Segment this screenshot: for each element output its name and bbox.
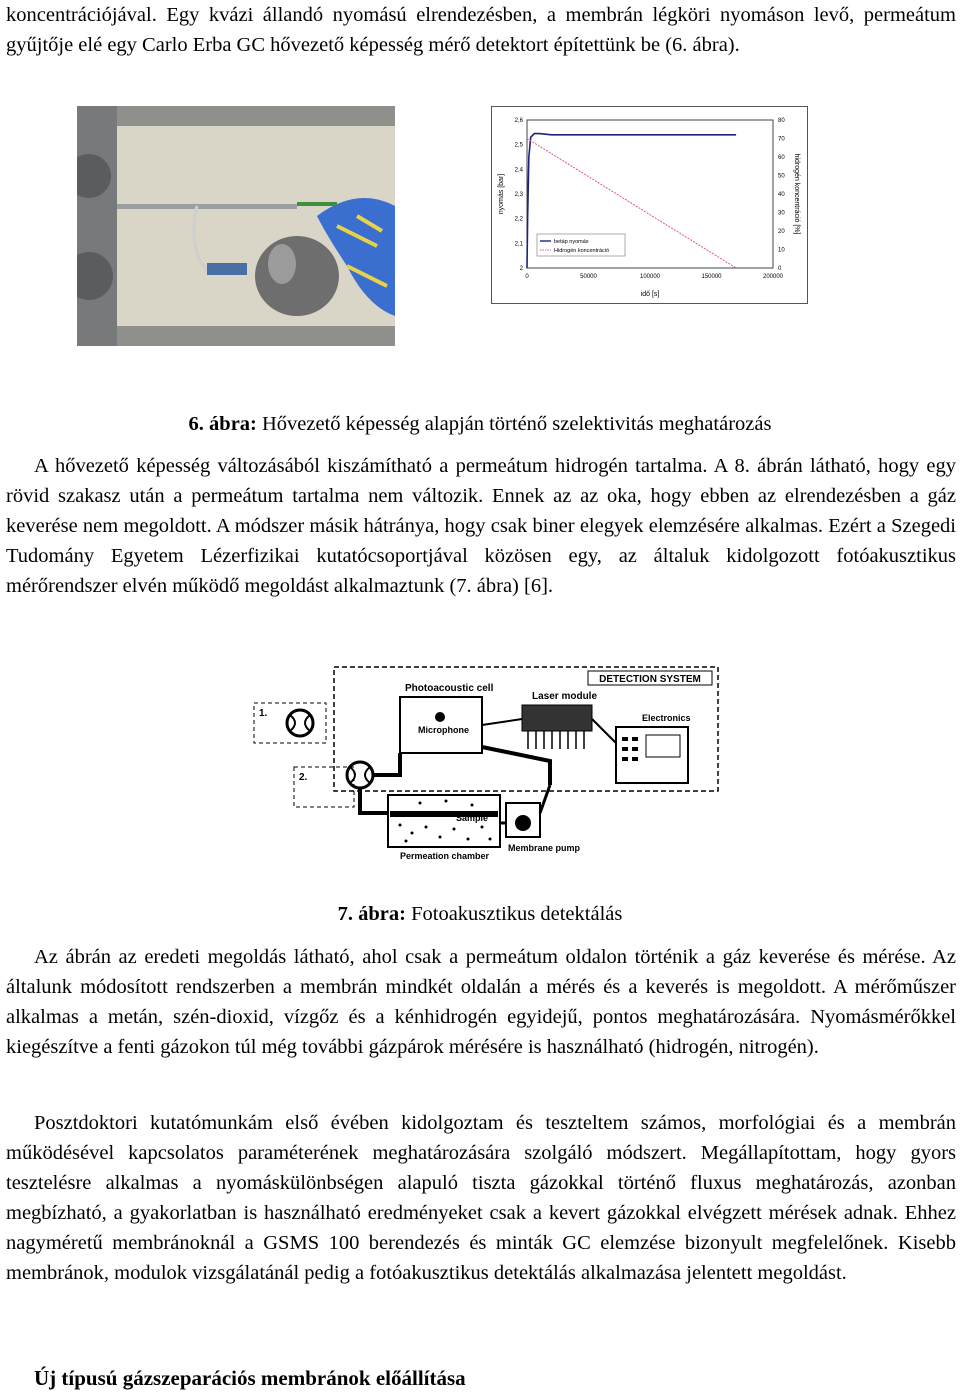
- y2-tick-label: 70: [778, 136, 785, 143]
- scheme-2-valve-arrows: [350, 767, 370, 783]
- laser-to-electronics-cable: [592, 719, 616, 743]
- y-tick-label: 2,1: [514, 241, 523, 248]
- photo-side-wall: [77, 106, 117, 346]
- y-tick-label: 2,3: [514, 192, 523, 198]
- sample-label: Sample: [456, 813, 489, 823]
- microphone-label: Microphone: [418, 725, 469, 735]
- y2-tick-label: 20: [778, 229, 785, 235]
- electronics-display: [646, 735, 680, 757]
- figure-7-text: Fotoakusztikus detektálás: [405, 903, 623, 925]
- legend-entry-pressure: betáp nyomás: [554, 239, 589, 245]
- x-tick-label: 0: [525, 274, 529, 280]
- x-tick-label: 150000: [701, 274, 722, 280]
- section-heading: Új típusú gázszeparációs membránok előállítása: [34, 1366, 466, 1390]
- photo-green-tube: [297, 202, 337, 206]
- scheme-1-valve-arrows: [290, 715, 310, 731]
- x-axis-label: idő [s]: [640, 291, 660, 298]
- figure-7-caption: [0, 900, 960, 928]
- photo-pipe: [117, 204, 297, 209]
- y-tick-label: 2,2: [514, 216, 523, 223]
- y-tick-label: 2,5: [514, 142, 523, 149]
- y-axis-label: nyomás [bar]: [498, 173, 505, 215]
- scheme-2-label: 2.: [299, 772, 308, 783]
- photo-valve: [207, 263, 247, 275]
- photoacoustic-diagram: [250, 663, 720, 863]
- membrane-pump-label: Membrane pump: [508, 843, 581, 853]
- figure-6-label: 6. ábra:: [188, 413, 257, 435]
- laser-module-label: Laser module: [532, 691, 598, 702]
- laser-module-pins: [528, 731, 584, 749]
- y-tick-label: 2,4: [514, 167, 523, 174]
- y2-tick-label: 10: [778, 247, 785, 254]
- apparatus-photo: [77, 106, 395, 346]
- scheme-1-label: 1.: [259, 708, 268, 719]
- detection-system-label: DETECTION SYSTEM: [599, 674, 701, 685]
- photo-cylinder: [255, 236, 339, 316]
- electronics-label: Electronics: [642, 713, 691, 723]
- y2-tick-label: 40: [778, 192, 785, 198]
- scheme-1-valve: [287, 710, 313, 736]
- pressure-hydrogen-chart: [491, 106, 808, 304]
- photo-cylinder-highlight: [268, 244, 296, 284]
- figure-6-caption: [0, 410, 960, 438]
- y2-tick-label: 0: [778, 266, 782, 272]
- chart-legend: [537, 234, 625, 256]
- photoacoustic-cell-label: Photoacoustic cell: [405, 683, 494, 694]
- scheme-2-valve: [347, 762, 373, 788]
- x-tick-label: 100000: [639, 274, 661, 280]
- y-tick-label: 2,6: [514, 118, 523, 124]
- y2-tick-label: 30: [778, 210, 785, 217]
- x-tick-label: 50000: [580, 274, 597, 280]
- x-tick-label: 200000: [762, 274, 784, 280]
- y2-tick-label: 50: [778, 173, 785, 180]
- paragraph-intro: koncentrációjával. Egy kvázi állandó nyomású elrendezésben, a membrán légköri nyomáson levő, permeátum gyűjtője elé egy Carlo Erba GC hővezető képesség mérő detektort építettünk be (6. ábra).: [6, 4, 956, 56]
- y2-tick-label: 60: [778, 155, 785, 161]
- figure-7-label: 7. ábra:: [337, 903, 406, 925]
- microphone-icon: [435, 712, 445, 722]
- paragraph-hydrogen-content: A hővezető képesség változásából kiszámítható a permeátum hidrogén tartalma. A 8. ábrán látható, hogy egy rövid szakasz után a permeátum tartalma nem változik. Ennek az az oka, hogy ebben az elrendezésben a gáz keverése nem megoldott. A módszer másik hátránya, hogy csak biner elegyek elemzésére alkalmas. Ezért a Szegedi Tudomány Egyetem Lézerfizikai kutatócsoportjával közösen egy, az általuk kidolgozott fotóakusztikus mérőrendszer elvén működő megoldást alkalmaztunk (7. ábra) [6].: [6, 455, 956, 597]
- y2-tick-label: 80: [778, 118, 785, 124]
- laser-module: [522, 705, 592, 731]
- paragraph-postdoc-work: Posztdoktori kutatómunkám első évében kidolgoztam és teszteltem számos, morfológiai és a membrán működésével kapcsolatos paraméterének meghatározására szolgáló módszert. Megállapítottam, hogy gyors tesztelésre alkalmas a nyomáskülönbségen alapuló tiszta gázokkal történő fluxus meghatározás, azonban megbízható, a gyakorlatban is használható eredményeket csak a kevert gázokkal elvégzett mérések adnak. Ehhez nagyméretű membránoknál a GSMS 100 berendezés és minták GC elemzése bizonyult megfelelőnek. Kisebb membránok, modulok vizsgálatánál pedig a fotóakusztikus detektálás alkalmazása jelentett megoldást.: [6, 1112, 956, 1284]
- legend-entry-hydrogen: Hidrogén koncentráció: [554, 248, 610, 254]
- figure-6-text: Hővezető képesség alapján történő szelektivitás meghatározás: [256, 413, 772, 435]
- cell-to-laser-cable: [482, 719, 522, 725]
- permeation-chamber-label: Permeation chamber: [400, 851, 490, 861]
- membrane-pump-motor: [515, 815, 531, 831]
- y-tick-label: 2: [519, 266, 523, 272]
- paragraph-modified-system: Az ábrán az eredeti megoldás látható, ahol csak a permeátum oldalon történik a gáz keverése és mérése. Az általunk módosított rendszerben a membrán mindkét oldalán a mérés és a keverés is megoldott. A mérőműszer alkalmas a metán, szén-dioxid, vízgőz és a kénhidrogén egyidejű, pontos meghatározására. Nyomásmérőkkel kiegészítve a fenti gázokon túl még további gázpárok mérésére is használható (hidrogén, nitrogén).: [6, 946, 956, 1058]
- y2-axis-label: hidrogén koncentráció [%]: [793, 153, 800, 235]
